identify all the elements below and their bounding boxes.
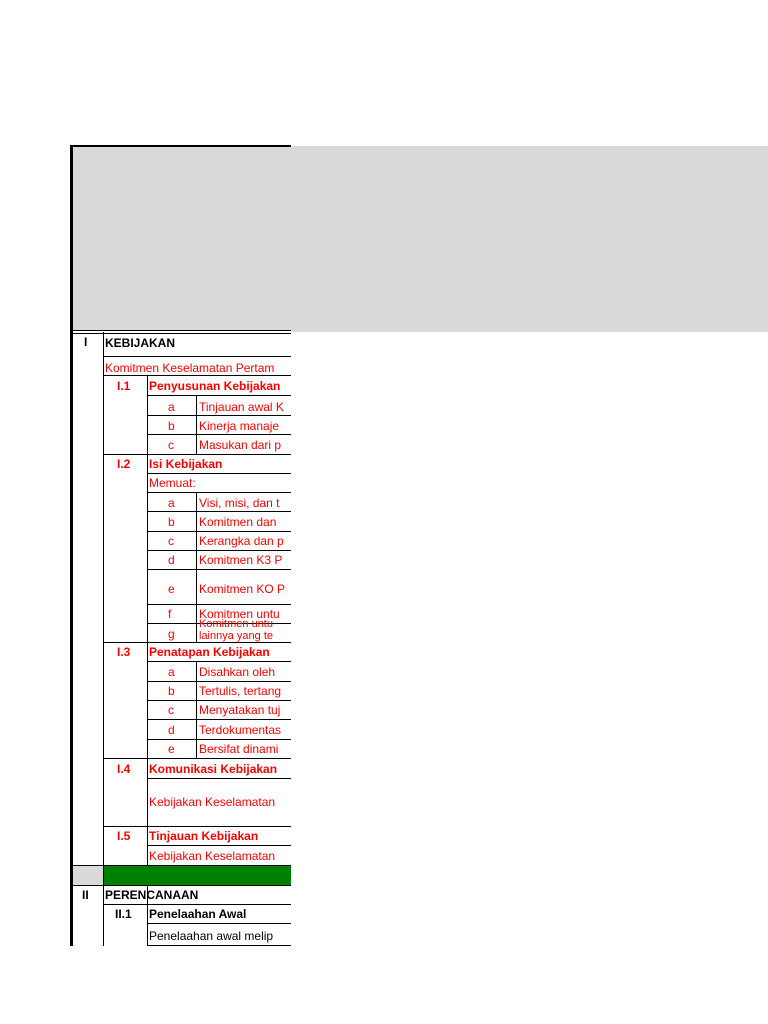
row-rule <box>147 511 291 512</box>
sub-text: Komitmen untu <box>199 607 280 621</box>
sub-letter: c <box>168 438 174 452</box>
row-rule <box>103 642 291 643</box>
row-rule <box>147 923 291 924</box>
header-gray-band <box>291 146 768 332</box>
item-body: Kebijakan Keselamatan <box>149 849 276 863</box>
row-rule <box>147 531 291 532</box>
item-title: Komunikasi Kebijakan <box>149 762 278 776</box>
item-title: Isi Kebijakan <box>149 457 223 471</box>
row-rule <box>147 681 291 682</box>
intro-text: Komitmen Keselamatan Pertam <box>105 361 275 375</box>
sub-letter: g <box>168 627 175 641</box>
header-rule-2 <box>70 333 291 334</box>
sub-text: Komitmen K3 P <box>199 553 283 567</box>
row-rule <box>147 434 291 435</box>
item-title: Penatapan Kebijakan <box>149 645 270 659</box>
sub-letter: a <box>168 665 175 679</box>
row-rule <box>147 739 291 740</box>
item-body: Kebijakan Keselamatan <box>149 795 276 809</box>
row-rule <box>147 945 291 946</box>
item-title: Penelaahan Awal <box>149 907 247 921</box>
sub-text: Menyatakan tuj <box>199 703 281 717</box>
item-num: I.4 <box>117 762 131 776</box>
section-num: I <box>84 335 88 349</box>
sub-text: Masukan dari p <box>199 438 282 452</box>
sub-letter: a <box>168 400 175 414</box>
row-rule <box>103 758 291 759</box>
sub-letter: b <box>168 515 175 529</box>
sub-text-cont: lainnya yang te <box>199 630 273 642</box>
row-rule <box>147 569 291 570</box>
item-num: I.5 <box>117 829 131 843</box>
sub-letter: c <box>168 703 174 717</box>
sub-letter: d <box>168 553 175 567</box>
row-rule <box>103 356 291 357</box>
sub-text: Tinjauan awal K <box>199 400 284 414</box>
section-title: KEBIJAKAN <box>105 336 176 350</box>
sub-letter: e <box>168 742 175 756</box>
row-rule <box>103 904 291 905</box>
sub-text: Komitmen KO P <box>199 582 286 596</box>
row-rule <box>147 661 291 662</box>
sub-letter: a <box>168 496 175 510</box>
sub-letter: e <box>168 582 175 596</box>
row-rule <box>147 550 291 551</box>
row-rule <box>147 492 291 493</box>
row-rule <box>103 454 291 455</box>
row-rule <box>103 826 291 827</box>
row-rule <box>70 885 291 886</box>
sub-text: Kerangka dan p <box>199 534 284 548</box>
num-col-border <box>103 332 104 946</box>
sub-text: Komitmen untu <box>199 618 273 630</box>
item-num: I.3 <box>117 645 131 659</box>
header-rule-1 <box>70 330 291 331</box>
section-num: II <box>82 888 89 902</box>
sub-letter: b <box>168 684 175 698</box>
spreadsheet-table <box>70 145 291 946</box>
sub-text: Visi, misi, dan t <box>199 496 280 510</box>
sub-text: Disahkan oleh <box>199 665 276 679</box>
row-rule <box>147 845 291 846</box>
item-body: Penelaahan awal melip <box>149 929 274 943</box>
sub-text: Tertulis, tertang <box>199 684 282 698</box>
sub-letter: b <box>168 419 175 433</box>
left-border <box>70 330 73 946</box>
item-lead: Memuat: <box>149 476 196 490</box>
sub-letter: c <box>168 534 174 548</box>
letter-col-border <box>196 395 197 454</box>
row-rule <box>103 375 291 376</box>
item-num: II.1 <box>115 907 132 921</box>
sub-letter: d <box>168 723 175 737</box>
sub-text: Terdokumentas <box>199 723 282 737</box>
sub-letter: f <box>168 607 172 621</box>
letter-col-border <box>196 661 197 759</box>
row-rule <box>147 700 291 701</box>
row-rule <box>147 604 291 605</box>
item-title: Tinjauan Kebijakan <box>149 829 259 843</box>
row-rule <box>147 719 291 720</box>
sub-text: Kinerja manaje <box>199 419 280 433</box>
item-title: Penyusunan Kebijakan <box>149 379 281 393</box>
row-rule <box>147 415 291 416</box>
sub-text: Bersifat dinami <box>199 742 279 756</box>
letter-col-border <box>196 492 197 643</box>
table-header-block <box>70 145 291 330</box>
row-rule <box>147 395 291 396</box>
row-rule <box>147 778 291 779</box>
row-rule <box>147 473 291 474</box>
item-num: I.1 <box>117 379 131 393</box>
sub-text: Komitmen dan <box>199 515 277 529</box>
item-num: I.2 <box>117 457 131 471</box>
separator-green-bar <box>104 866 291 885</box>
separator-gray-cell <box>73 866 103 885</box>
section-title: PERENCANAAN <box>105 888 199 902</box>
